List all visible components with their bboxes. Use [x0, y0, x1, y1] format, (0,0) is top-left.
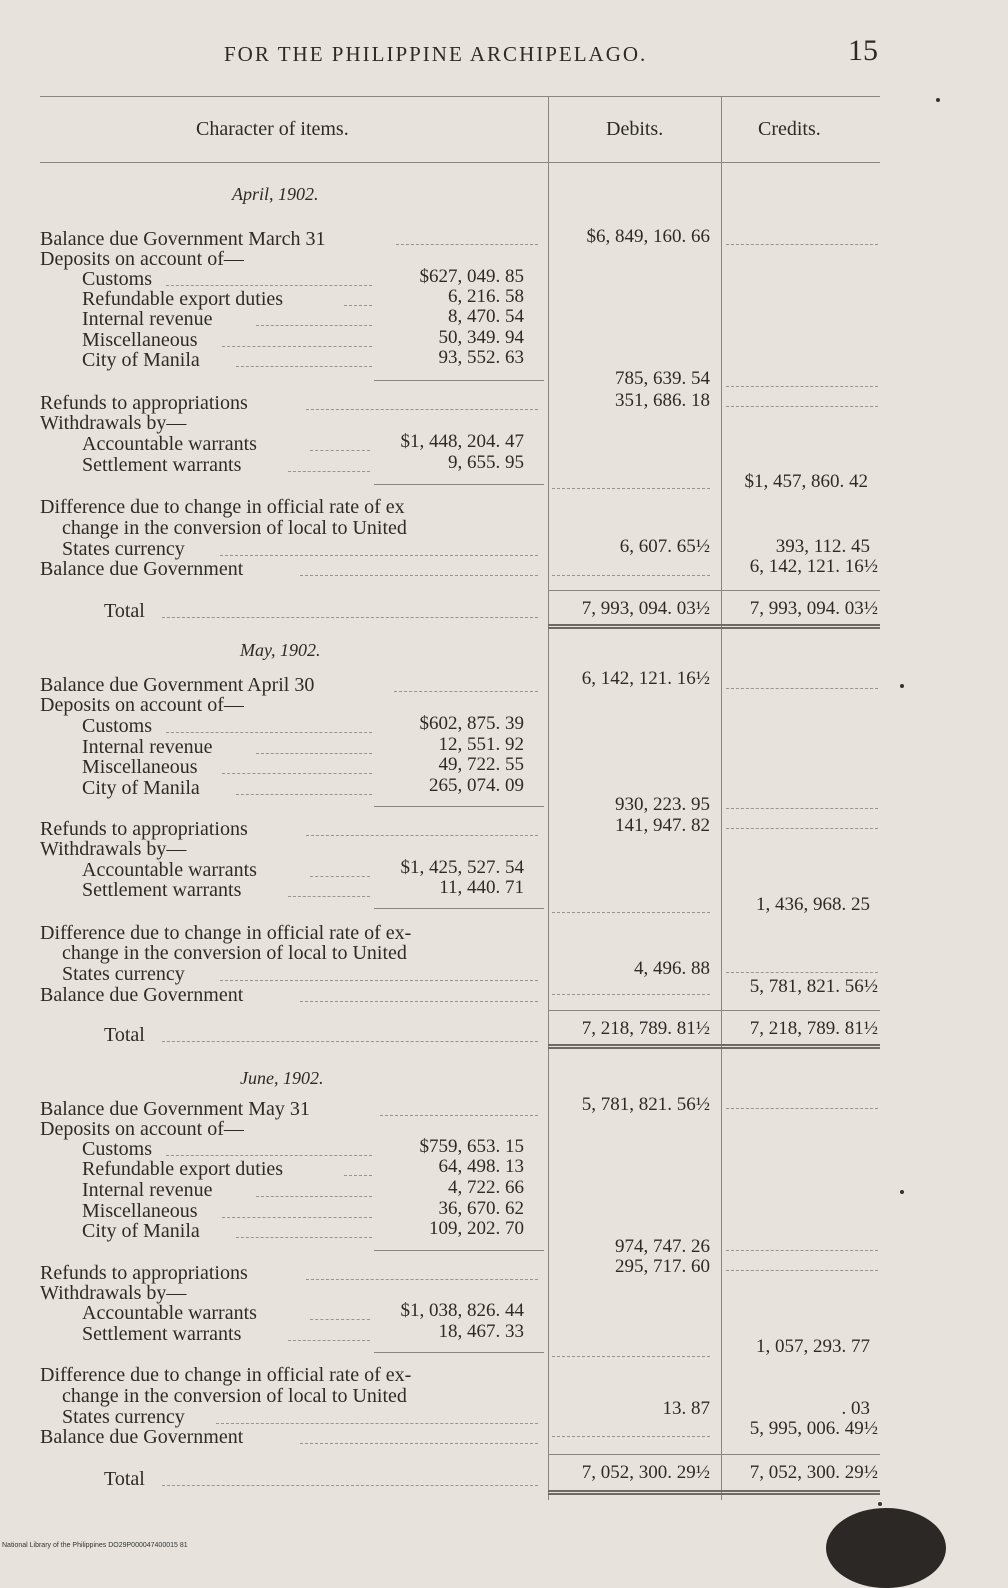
deposits-label: Deposits on account of—	[40, 1118, 244, 1140]
credits-column-divider	[721, 96, 722, 1500]
leader	[726, 828, 878, 829]
closing-credit: 5, 781, 821. 56½	[749, 976, 878, 997]
deposits-total: 930, 223. 95	[615, 794, 710, 815]
scan-speck	[900, 1190, 904, 1194]
column-header-items: Character of items.	[196, 118, 349, 140]
leader	[726, 1250, 878, 1251]
deposit-label: Refundable export duties	[82, 288, 284, 310]
deposit-label: City of Manila	[82, 777, 200, 799]
withdrawal-label: Accountable warrants	[82, 1302, 257, 1324]
leader	[310, 450, 370, 451]
closing-credit: 5, 995, 006. 49½	[749, 1418, 878, 1439]
month-heading: May, 1902.	[240, 640, 321, 660]
total-rule	[548, 590, 880, 591]
refunds-label: Refunds to appropriations	[40, 1262, 248, 1284]
leader	[380, 1115, 538, 1116]
total-debit: 7, 993, 094. 03½	[581, 598, 710, 619]
total-label: Total	[104, 1468, 145, 1490]
deposit-amount: 93, 552. 63	[438, 347, 524, 368]
leader	[310, 876, 370, 877]
leader	[216, 1423, 538, 1424]
leader	[726, 244, 878, 245]
leader	[220, 555, 538, 556]
subtotal-rule	[374, 908, 544, 909]
subtotal-rule	[374, 484, 544, 485]
closing-label: Balance due Government	[40, 1426, 244, 1448]
leader	[222, 1217, 372, 1218]
difference-label: States currency	[62, 963, 185, 985]
leader	[256, 325, 372, 326]
leader	[552, 575, 710, 576]
leader	[300, 1443, 538, 1444]
leader	[220, 980, 538, 981]
archive-footer: National Library of the Philippines DO29P000047400015 81	[2, 1542, 188, 1549]
deposits-label: Deposits on account of—	[40, 694, 244, 716]
scan-speck	[900, 684, 904, 688]
leader	[256, 753, 372, 754]
total-label: Total	[104, 1024, 145, 1046]
balance-label: Balance due Government April 30	[40, 674, 315, 696]
total-credit: 7, 052, 300. 29½	[749, 1462, 878, 1483]
total-rule	[548, 1010, 880, 1011]
deposit-label: Miscellaneous	[82, 756, 198, 778]
leader	[256, 1196, 372, 1197]
deposit-amount: 4, 722. 66	[448, 1177, 524, 1198]
withdrawal-label: Settlement warrants	[82, 454, 242, 476]
table-header-rule	[40, 162, 880, 163]
leader	[394, 691, 538, 692]
difference-label: Difference due to change in official rate of ex-	[40, 922, 412, 944]
withdrawals-label: Withdrawals by—	[40, 412, 187, 434]
leader	[166, 732, 372, 733]
leader	[726, 972, 878, 973]
difference-credit: 393, 112. 45	[775, 536, 870, 557]
leader	[726, 386, 878, 387]
deposit-label: Internal revenue	[82, 736, 213, 758]
leader	[162, 1041, 538, 1042]
leader	[726, 406, 878, 407]
scan-thumb-shadow	[826, 1508, 946, 1588]
leader	[222, 346, 372, 347]
deposit-amount: 36, 670. 62	[438, 1198, 524, 1219]
leader	[726, 1108, 878, 1109]
leader	[726, 1270, 878, 1271]
withdrawal-label: Accountable warrants	[82, 859, 257, 881]
deposits-total: 785, 639. 54	[615, 368, 710, 389]
leader	[288, 471, 370, 472]
deposit-label: Miscellaneous	[82, 1200, 198, 1222]
leader	[726, 808, 878, 809]
withdrawals-credit: 1, 436, 968. 25	[756, 894, 870, 915]
leader	[236, 1237, 372, 1238]
subtotal-rule	[374, 1352, 544, 1353]
balance-debit: $6, 849, 160. 66	[586, 226, 710, 247]
balance-label: Balance due Government March 31	[40, 228, 326, 250]
leader	[306, 1279, 538, 1280]
withdrawals-credit: 1, 057, 293. 77	[756, 1336, 870, 1357]
total-credit: 7, 218, 789. 81½	[749, 1018, 878, 1039]
leader	[726, 688, 878, 689]
difference-label: Difference due to change in official rate of ex-	[40, 1364, 412, 1386]
deposit-label: Customs	[82, 715, 153, 737]
deposit-amount: 265, 074. 09	[429, 775, 524, 796]
withdrawal-amount: 18, 467. 33	[438, 1321, 524, 1342]
refunds-debit: 351, 686. 18	[615, 390, 710, 411]
leader	[552, 1356, 710, 1357]
difference-label: States currency	[62, 538, 185, 560]
difference-debit: 13. 87	[662, 1398, 710, 1419]
debits-column-divider	[548, 96, 549, 1500]
leader	[552, 1436, 710, 1437]
total-double-rule	[548, 1490, 880, 1495]
month-heading: April, 1902.	[232, 184, 319, 204]
leader	[162, 617, 538, 618]
withdrawal-amount: $1, 448, 204. 47	[400, 431, 524, 452]
leader	[552, 488, 710, 489]
refunds-debit: 295, 717. 60	[615, 1256, 710, 1277]
refunds-label: Refunds to appropriations	[40, 818, 248, 840]
deposit-amount: 50, 349. 94	[438, 327, 524, 348]
deposit-label: City of Manila	[82, 349, 200, 371]
difference-label: States currency	[62, 1406, 185, 1428]
total-double-rule	[548, 624, 880, 629]
deposit-label: Refundable export duties	[82, 1158, 284, 1180]
difference-label: Difference due to change in official rate of ex	[40, 496, 405, 518]
deposit-amount: 8, 470. 54	[448, 306, 524, 327]
withdrawal-label: Accountable warrants	[82, 433, 257, 455]
withdrawal-amount: $1, 425, 527. 54	[400, 857, 524, 878]
deposit-amount: 109, 202. 70	[429, 1218, 524, 1239]
withdrawals-label: Withdrawals by—	[40, 838, 187, 860]
difference-credit: . 03	[841, 1398, 870, 1419]
leader	[396, 244, 538, 245]
leader	[300, 575, 538, 576]
deposit-amount: 64, 498. 13	[438, 1156, 524, 1177]
deposit-amount: $602, 875. 39	[419, 713, 524, 734]
column-header-credits: Credits.	[758, 118, 821, 140]
withdrawals-label: Withdrawals by—	[40, 1282, 187, 1304]
deposit-amount: 49, 722. 55	[438, 754, 524, 775]
balance-label: Balance due Government May 31	[40, 1098, 310, 1120]
withdrawal-amount: 9, 655. 95	[448, 452, 524, 473]
difference-label: change in the conversion of local to United	[62, 942, 407, 964]
column-header-debits: Debits.	[606, 118, 664, 140]
deposit-label: Internal revenue	[82, 1179, 213, 1201]
total-label: Total	[104, 600, 145, 622]
subtotal-rule	[374, 806, 544, 807]
leader	[236, 794, 372, 795]
table-top-rule	[40, 96, 880, 97]
scan-speck	[878, 1502, 882, 1506]
leader	[552, 912, 710, 913]
scan-speck	[936, 98, 940, 102]
leader	[288, 896, 370, 897]
subtotal-rule	[374, 380, 544, 381]
leader	[166, 285, 372, 286]
total-debit: 7, 218, 789. 81½	[581, 1018, 710, 1039]
leader	[300, 1001, 538, 1002]
leader	[310, 1319, 370, 1320]
leader	[552, 994, 710, 995]
balance-debit: 6, 142, 121. 16½	[581, 668, 710, 689]
deposit-label: Customs	[82, 268, 153, 290]
deposit-label: Miscellaneous	[82, 329, 198, 351]
closing-label: Balance due Government	[40, 984, 244, 1006]
deposit-amount: $627, 049. 85	[419, 266, 524, 287]
difference-debit: 6, 607. 65½	[619, 536, 710, 557]
difference-debit: 4, 496. 88	[634, 958, 710, 979]
withdrawal-amount: 11, 440. 71	[439, 877, 524, 898]
leader	[344, 305, 372, 306]
total-double-rule	[548, 1044, 880, 1049]
closing-credit: 6, 142, 121. 16½	[749, 556, 878, 577]
deposit-amount: 12, 551. 92	[438, 734, 524, 755]
month-heading: June, 1902.	[240, 1068, 324, 1088]
difference-label: change in the conversion of local to United	[62, 1385, 407, 1407]
closing-label: Balance due Government	[40, 558, 244, 580]
deposit-label: Customs	[82, 1138, 153, 1160]
leader	[222, 773, 372, 774]
deposit-amount: 6, 216. 58	[448, 286, 524, 307]
withdrawal-label: Settlement warrants	[82, 879, 242, 901]
leader	[344, 1175, 372, 1176]
leader	[236, 366, 372, 367]
withdrawals-credit: $1, 457, 860. 42	[744, 471, 868, 492]
balance-debit: 5, 781, 821. 56½	[581, 1094, 710, 1115]
page-number: 15	[848, 34, 878, 67]
leader	[162, 1485, 538, 1486]
leader	[166, 1155, 372, 1156]
leader	[288, 1340, 370, 1341]
total-rule	[548, 1454, 880, 1455]
deposits-total: 974, 747. 26	[615, 1236, 710, 1257]
leader	[306, 409, 538, 410]
refunds-debit: 141, 947. 82	[615, 815, 710, 836]
running-header: FOR THE PHILIPPINE ARCHIPELAGO.	[224, 42, 648, 66]
total-credit: 7, 993, 094. 03½	[749, 598, 878, 619]
deposit-label: City of Manila	[82, 1220, 200, 1242]
refunds-label: Refunds to appropriations	[40, 392, 248, 414]
leader	[306, 835, 538, 836]
withdrawal-amount: $1, 038, 826. 44	[400, 1300, 524, 1321]
deposit-amount: $759, 653. 15	[419, 1136, 524, 1157]
total-debit: 7, 052, 300. 29½	[581, 1462, 710, 1483]
deposits-label: Deposits on account of—	[40, 248, 244, 270]
withdrawal-label: Settlement warrants	[82, 1323, 242, 1345]
subtotal-rule	[374, 1250, 544, 1251]
difference-label: change in the conversion of local to United	[62, 517, 407, 539]
deposit-label: Internal revenue	[82, 308, 213, 330]
